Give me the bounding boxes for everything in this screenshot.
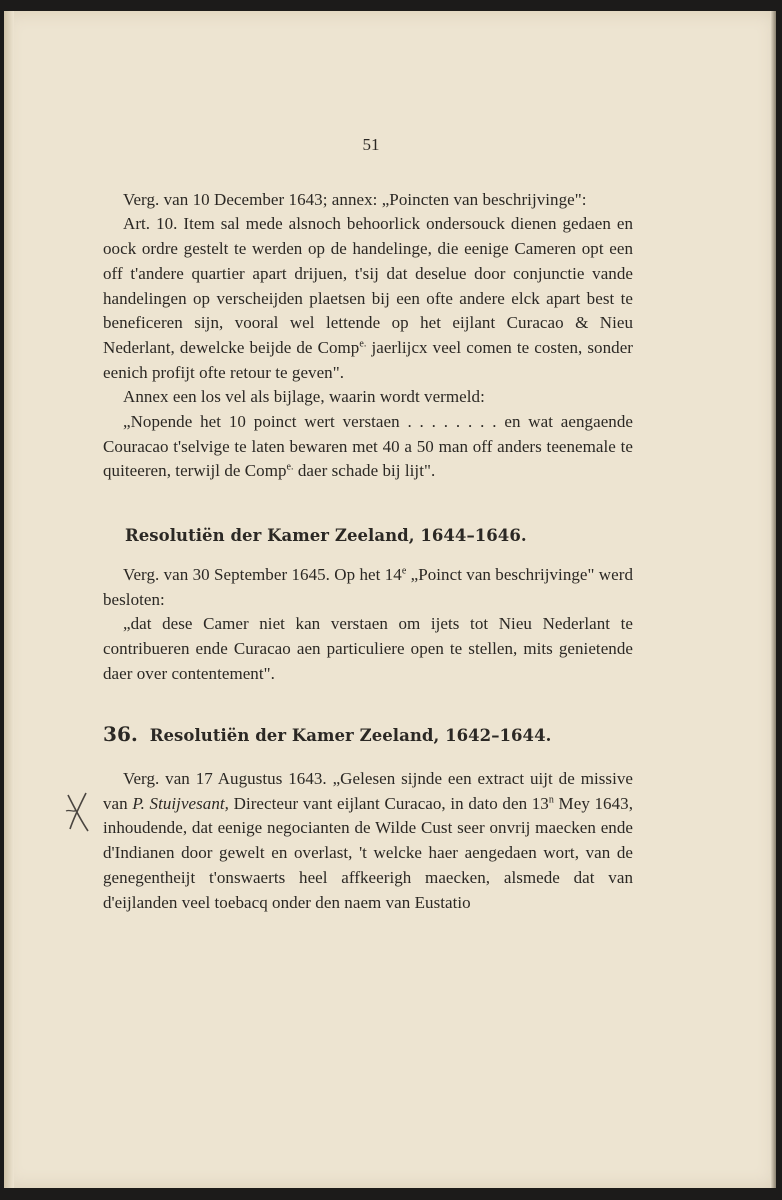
art-10-text: Art. 10. Item sal mede alsnoch behoorlick ondersouck dienen gedaen en oock ordre gestelt te werden op de handelinge, die eenige Cameren opt een off t'andere quartier apart drijuen, t'sij dat deselue door conjunctie vande handelingen op verscheijden plaetsen bij een ofte andere elck apart best te beneficeren sijn, vooral wel lettende op het eijlant Curacao & Nieu Nederlant, dewelcke beijde de Comp (103, 214, 633, 357)
paragraph-art-10 (103, 212, 633, 385)
verg-30-text: Verg. van 30 September 1645. Op het 14 (123, 564, 402, 584)
section-heading-36 (103, 722, 633, 749)
page-binding-edge (4, 11, 14, 1188)
paragraph-dat-dese-camer: „dat dese Camer niet kan verstaen om ijets tot Nieu Nederlant te contribueren ende Curacao aen particuliere open te stellen, mits genietende daer over contentement". (103, 614, 633, 683)
paragraph-verg-17-augustus (103, 767, 633, 915)
art-10-tail: jaerlijcx veel comen te costen, sonder eenich profijt ofte retour te geven". (103, 337, 633, 382)
book-page (4, 11, 776, 1188)
page-content (103, 133, 633, 915)
nopende-tail: daer schade bij lijt". (293, 461, 436, 481)
handwritten-x-mark (64, 789, 92, 835)
paragraph-annex: Annex een los vel als bijlage, waarin wordt vermeld: (123, 387, 485, 407)
section-number: 36. (103, 722, 138, 747)
stuyvesant-name: P. Stuijvesant, (132, 793, 229, 813)
nopende-text: „Nopende het 10 poinct wert verstaen . . . . . . . . en wat aengaende Couracao t'selvige te laten bewaren met 40 a 50 man off anders teenemale te quiteeren, terwijl de Comp (103, 412, 633, 481)
page-right-edge (770, 11, 776, 1188)
paragraph-verg-30-september (103, 563, 633, 612)
comp-superscript: e. (359, 338, 367, 350)
section-heading-1644-1646: Resolutiën der Kamer Zeeland, 1644–1646. (125, 526, 527, 546)
paragraph-nopende (103, 410, 633, 484)
verg-17-text: Verg. van 17 Augustus 1643. „Gelesen sijnde een extract uijt de missive van (103, 769, 633, 813)
paragraph-verg-10-december: Verg. van 10 December 1643; annex: „Poincten van beschrijvinge": (123, 189, 587, 209)
verg-17-tail: Mey 1643, inhoudende, dat eenige negocianten de Wilde Cust seer onvrij maecken ende d'Indianen door gewelt en overlast, 't welcke haer aengedaen wort, van de genegentheijt t'onswaerts heel affkeerigh maecken, alsmede dat van d'eijlanden veel toebacq onder den naem van Eustatio (103, 793, 633, 912)
page-number: 51 (362, 135, 380, 154)
ordinal-superscript: e (401, 565, 407, 577)
date-superscript: n (548, 794, 554, 806)
section-title: Resolutiën der Kamer Zeeland, 1642–1644. (149, 726, 552, 746)
verg-30-tail: „Poinct van beschrijvinge" werd besloten: (103, 564, 633, 609)
verg-17-middle: Directeur vant eijlant Curacao, in dato den 13 (228, 793, 549, 813)
comp-superscript-2: e. (286, 461, 294, 473)
